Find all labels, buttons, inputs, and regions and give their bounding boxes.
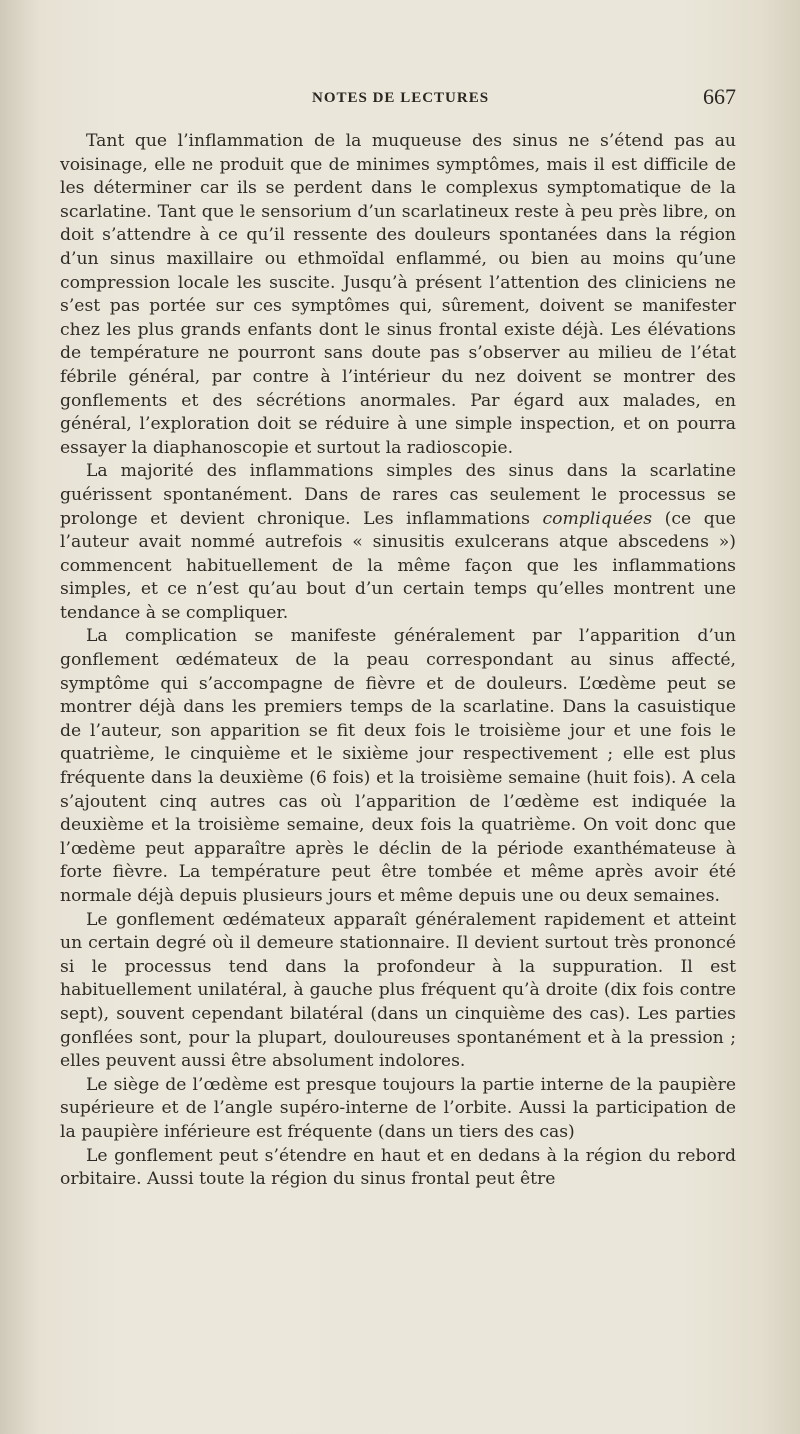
italic-term: compliquées <box>542 508 653 529</box>
paragraph-text: La complication se manifeste généralement par l’apparition d’un gonflement œdémateux de la peau correspondant au sinus affecté, symptôme qui s’accompagne de fièvre et de douleurs. L’œdème peut se montrer déjà dans les premiers temps de la scarlatine. Dans la casuistique de l’auteur, son apparition se fit deux fois le troisième jour et une fois le quatrième, le cinquième et le sixième jour respectivement ; elle est plus fréquente dans la deuxième (6 fois) et la troisième semaine (huit fois). A cela s’ajoutent cinq autres cas où l’apparition de l’œdème est indiquée la deuxième et la troisième semaine, deux fois la quatrième. On voit donc que l’œdème peut apparaître après le déclin de la période exanthémateuse à forte fièvre. La température peut être tombée et même après avoir été normale déjà depuis plusieurs jours et même depuis une ou deux semaines. <box>60 626 736 906</box>
paragraph-1 <box>60 130 736 460</box>
paragraph-2 <box>60 460 736 625</box>
paragraph-5 <box>60 1074 736 1145</box>
paragraph-text: La majorité des inflammations simples des sinus dans la scarlatine guérissent spontanément. Dans de rares cas seulement le processus se prolonge et devient chronique. Les inflammations <box>60 461 736 529</box>
paragraph-text: Le gonflement peut s’étendre en haut et en dedans à la région du rebord orbitaire. Aussi toute la région du sinus frontal peut être <box>60 1145 736 1190</box>
paragraph-4 <box>60 909 736 1074</box>
page-number: 667 <box>703 84 736 109</box>
paragraph-text: Tant que l’inflammation de la muqueuse des sinus ne s’étend pas au voisinage, elle ne produit que de minimes symptômes, mais il est difficile de les déterminer car ils se perdent dans le complexus symptomatique de la scarlatine. Tant que le sensorium d’un scarlatineux reste à peu près libre, on doit s’attendre à ce qu’il ressente des douleurs spontanées dans la région d’un sinus maxillaire ou ethmoïdal enflammé, ou bien au moins qu’une compression locale les suscite. Jusqu’à présent l’attention des cliniciens ne s’est pas portée sur ces symptômes qui, sûrement, doivent se manifester chez les plus grands enfants dont le sinus frontal existe déjà. Les élévations de température ne pourront sans doute pas s’observer au milieu de l’état fébrile général, par contre à l’intérieur du nez doivent se montrer des gonflements et des sécrétions anormales. Par égard aux malades, en général, l’exploration doit se réduire à une simple inspection, et on pourra essayer la diaphanoscopie et surtout la radioscopie. <box>60 131 736 458</box>
page-header <box>60 84 736 114</box>
paragraph-text: (ce que l’auteur avait nommé autrefois « sinusitis exulcerans atque abscedens ») commencent habituellement de la même façon que les inflammations simples, et ce n’est qu’au bout d’un certain temps qu’elles montrent une tendance à se compliquer. <box>60 508 736 623</box>
paragraph-text: Le gonflement œdémateux apparaît généralement rapidement et atteint un certain degré où il demeure stationnaire. Il devient surtout très prononcé si le processus tend dans la profondeur à la suppuration. Il est habituellement unilatéral, à gauche plus fréquent qu’à droite (dix fois contre sept), souvent cependant bilatéral (dans un cinquième des cas). Les parties gonflées sont, pour la plupart, douloureuses spontanément et à la pression ; elles peuvent aussi être absolument indolores. <box>60 909 736 1072</box>
paragraph-3 <box>60 625 736 908</box>
paragraph-text: Le siège de l’œdème est presque toujours la partie interne de la paupière supérieure et de l’angle supéro-interne de l’orbite. Aussi la participation de la paupière inférieure est fréquente (dans un tiers des cas) <box>60 1074 736 1142</box>
body-text <box>60 130 736 1192</box>
paragraph-6 <box>60 1145 736 1192</box>
running-head: NOTES DE LECTURES <box>312 90 490 106</box>
